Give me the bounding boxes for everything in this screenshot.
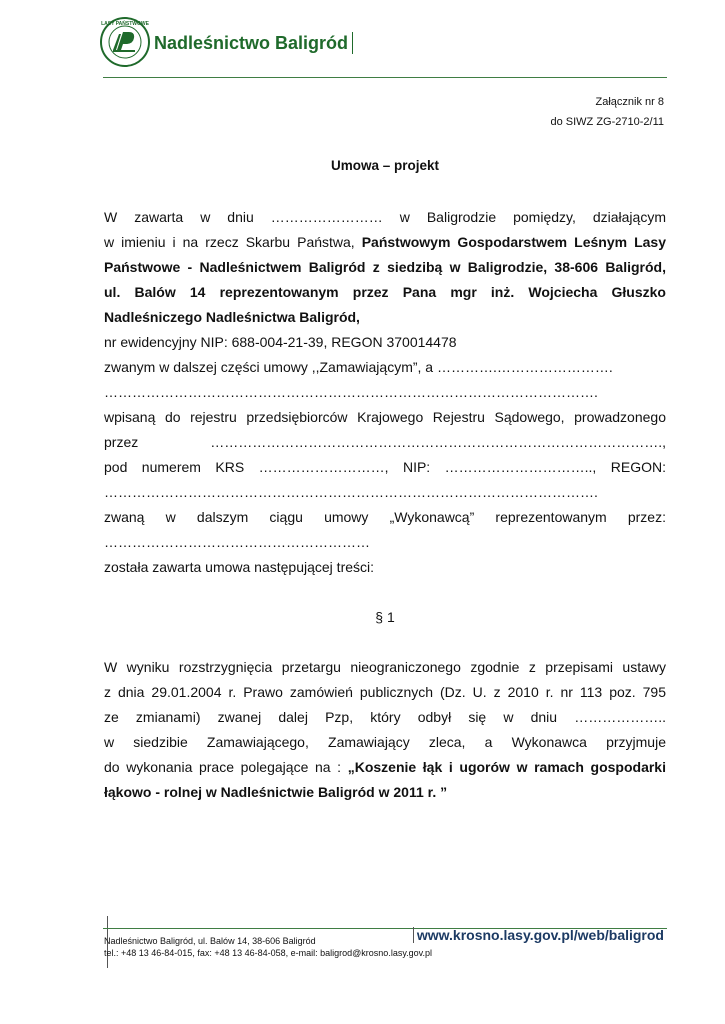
brand-name: Nadleśnictwo Baligród (154, 32, 353, 54)
intro-line: pod numerem KRS ………………………, NIP: ………………………….., REGON: (104, 459, 666, 475)
party-representative: ul. Balów 14 reprezentowanym przez Pana mgr inż. Wojciecha Głuszko (104, 284, 666, 300)
footer-address: Nadleśnictwo Baligród, ul. Balów 14, 38-606 Baligród (104, 936, 316, 946)
document-title: Umowa – projekt (330, 158, 440, 173)
footer-contact-block (104, 935, 432, 959)
footer-website-link[interactable]: www.krosno.lasy.gov.pl/web/baligrod (413, 927, 664, 943)
spacer (104, 630, 666, 655)
section-line (104, 755, 666, 780)
intro-line (104, 230, 666, 255)
intro-line: przez ……………………………………………………………………………………., (104, 434, 666, 450)
blank-line: ……………………………………………………………………………………………. (104, 384, 598, 400)
party-name: Państwowym Gospodarstwem Leśnym Lasy (361, 234, 666, 250)
contract-body (104, 205, 666, 805)
party-nip-regon: nr ewidencyjny NIP: 688-004-21-39, REGON 370014478 (104, 334, 457, 350)
contract-subject: „Koszenie łąk i ugorów w ramach gospodarki (347, 759, 666, 775)
spacer (104, 580, 666, 605)
intro-line: W zawarta w dniu …………………… w Baligrodzie pomiędzy, działającym (104, 209, 666, 225)
blank-line: ………………………………………………… (104, 534, 370, 550)
section-line: W wyniku rozstrzygnięcia przetargu nieograniczonego zgodnie z przepisami ustawy (104, 659, 666, 675)
footer-contact: tel.: +48 13 46-84-015, fax: +48 13 46-84-058, e-mail: baligrod@krosno.lasy.gov.pl (104, 948, 432, 958)
section-line: ze zmianami) zwanej dalej Pzp, który odbył się w dniu ……………….. (104, 709, 666, 725)
svg-text:LASY PAŃSTWOWE: LASY PAŃSTWOWE (101, 21, 149, 27)
annex-number: Załącznik nr 8 (595, 96, 664, 108)
annex-siwz: do SIWZ ZG-2710-2/11 (550, 116, 664, 128)
section-line: w siedzibie Zamawiającego, Zamawiający zleca, a Wykonawca przyjmuje (104, 734, 666, 750)
header-divider (103, 77, 667, 78)
section-heading: § 1 (375, 609, 395, 625)
contract-subject: łąkowo - rolnej w Nadleśnictwie Baligród w 2011 r. ” (104, 784, 448, 800)
lasy-panstwowe-logo (99, 16, 151, 68)
section-line: z dnia 29.01.2004 r. Prawo zamówień publicznych (Dz. U. z 2010 r. nr 113 poz. 795 (104, 684, 666, 700)
intro-line: wpisaną do rejestru przedsiębiorców Krajowego Rejestru Sądowego, prowadzonego (104, 409, 666, 425)
blank-line: ……………………………………………………………………………………………. (104, 484, 598, 500)
intro-line: zwanym w dalszej części umowy ,,Zamawiającym”, a ………….……………………. (104, 359, 613, 375)
intro-line: zwaną w dalszym ciągu umowy „Wykonawcą” reprezentowanym przez: (104, 509, 666, 525)
section-text: do wykonania prace polegające na : (104, 759, 348, 775)
party-name: Państwowe - Nadleśnictwem Baligród z siedzibą w Baligrodzie, 38-606 Baligród, (104, 259, 666, 275)
party-representative-title: Nadleśniczego Nadleśnictwa Baligród, (104, 309, 360, 325)
intro-line: została zawarta umowa następującej treści: (104, 559, 375, 575)
intro-text: w imieniu i na rzecz Skarbu Państwa, (104, 234, 362, 250)
annex-reference (550, 92, 664, 132)
